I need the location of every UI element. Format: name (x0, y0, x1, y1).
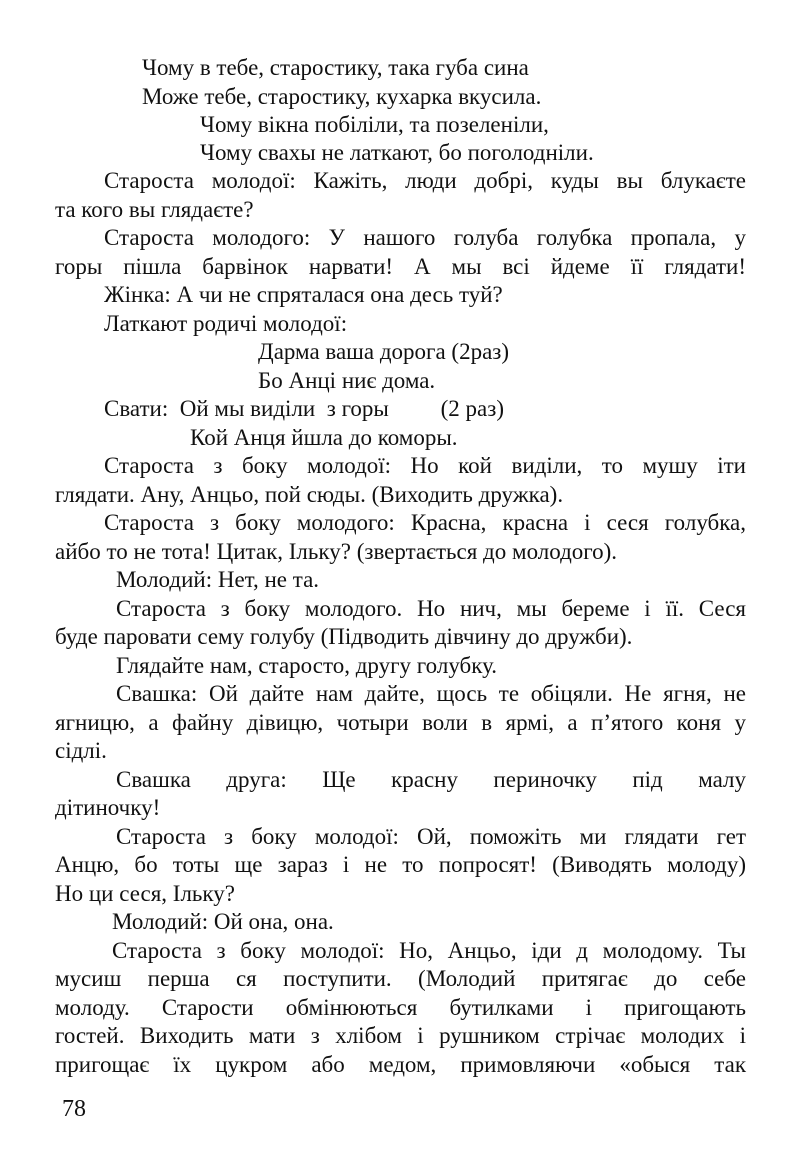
text-line: гостей. Виходить мати з хлібом і рушником стрічає молодих і (55, 1023, 746, 1048)
text-line: та кого вы глядаєте? (55, 197, 254, 222)
text-line: глядати. Ану, Анцьо, пой сюды. (Виходить дружка). (55, 482, 564, 507)
text-line: Чому в тебе, старостику, така губа сина (142, 55, 529, 80)
text-line: Молодий: Нет, не та. (116, 567, 320, 592)
text-line: Чому свахы не латкают, бо поголодніли. (200, 140, 594, 165)
text-line: Молодий: Ой она, она. (112, 909, 334, 934)
text-line: Староста з боку молодого. Но нич, мы береме і її. Сеся (116, 596, 746, 621)
text-line: Свати: Ой мы виділи з горы (2 раз) (104, 396, 504, 421)
text-line: Староста з боку молодої: Ой, поможіть ми глядати гет (116, 824, 746, 849)
text-line: горы пішла барвінок нарвати! А мы всі йдеме її глядати! (55, 254, 746, 279)
text-line: Свашка: Ой дайте нам дайте, щось те обіцяли. Не ягня, не (116, 681, 746, 706)
text-line: Чому вікна побіліли, та позеленіли, (200, 112, 549, 137)
text-line: Дарма ваша дорога (2раз) (258, 339, 510, 364)
text-line: сідлі. (55, 738, 107, 763)
text-line: Староста молодої: Кажіть, люди добрі, куды вы блукаєте (104, 168, 746, 193)
text-line: Но ци сеся, Ільку? (55, 881, 235, 906)
text-line: Староста з боку молодої: Но кой виділи, то мушу іти (104, 453, 746, 478)
text-line: молоду. Старости обмінюються бутилками і пригощають (55, 995, 746, 1020)
text-line: Жінка: А чи не спряталася она десь туй? (104, 282, 503, 307)
text-line: ягницю, а файну дівицю, чотыри воли в ярмі, а п’ятого коня у (55, 710, 746, 735)
page-number: 78 (62, 1096, 86, 1122)
text-line: Латкают родичі молодої: (104, 311, 348, 336)
text-line: Глядайте нам, старосто, другу голубку. (116, 653, 498, 678)
text-line: Свашка друга: Ще красну периночку під малу (116, 767, 746, 792)
text-line: Анцю, бо тоты ще зараз і не то попросят! (Виводять молоду) (55, 852, 746, 877)
text-line: дітиночку! (55, 795, 161, 820)
text-line: Кой Анця йшла до коморы. (190, 425, 458, 450)
text-line: Може тебе, старостику, кухарка вкусила. (142, 84, 542, 109)
text-line: Староста молодого: У нашого голуба голубка пропала, у (104, 225, 746, 250)
text-line: Бо Анці ниє дома. (258, 368, 436, 393)
text-line: мусиш перша ся поступити. (Молодий притягає до себе (55, 966, 746, 991)
text-line: пригощає їх цукром або медом, примовляючи «обыся так (55, 1052, 746, 1077)
text-line: Староста з боку молодого: Красна, красна і сеся голубка, (104, 510, 746, 535)
text-line: Староста з боку молодої: Но, Анцьо, іди д молодому. Ты (112, 938, 746, 963)
text-line: айбо то не тота! Цитак, Ільку? (звертається до молодого). (55, 539, 618, 564)
text-line: буде паровати сему голубу (Підводить дівчину до дружби). (55, 624, 633, 649)
